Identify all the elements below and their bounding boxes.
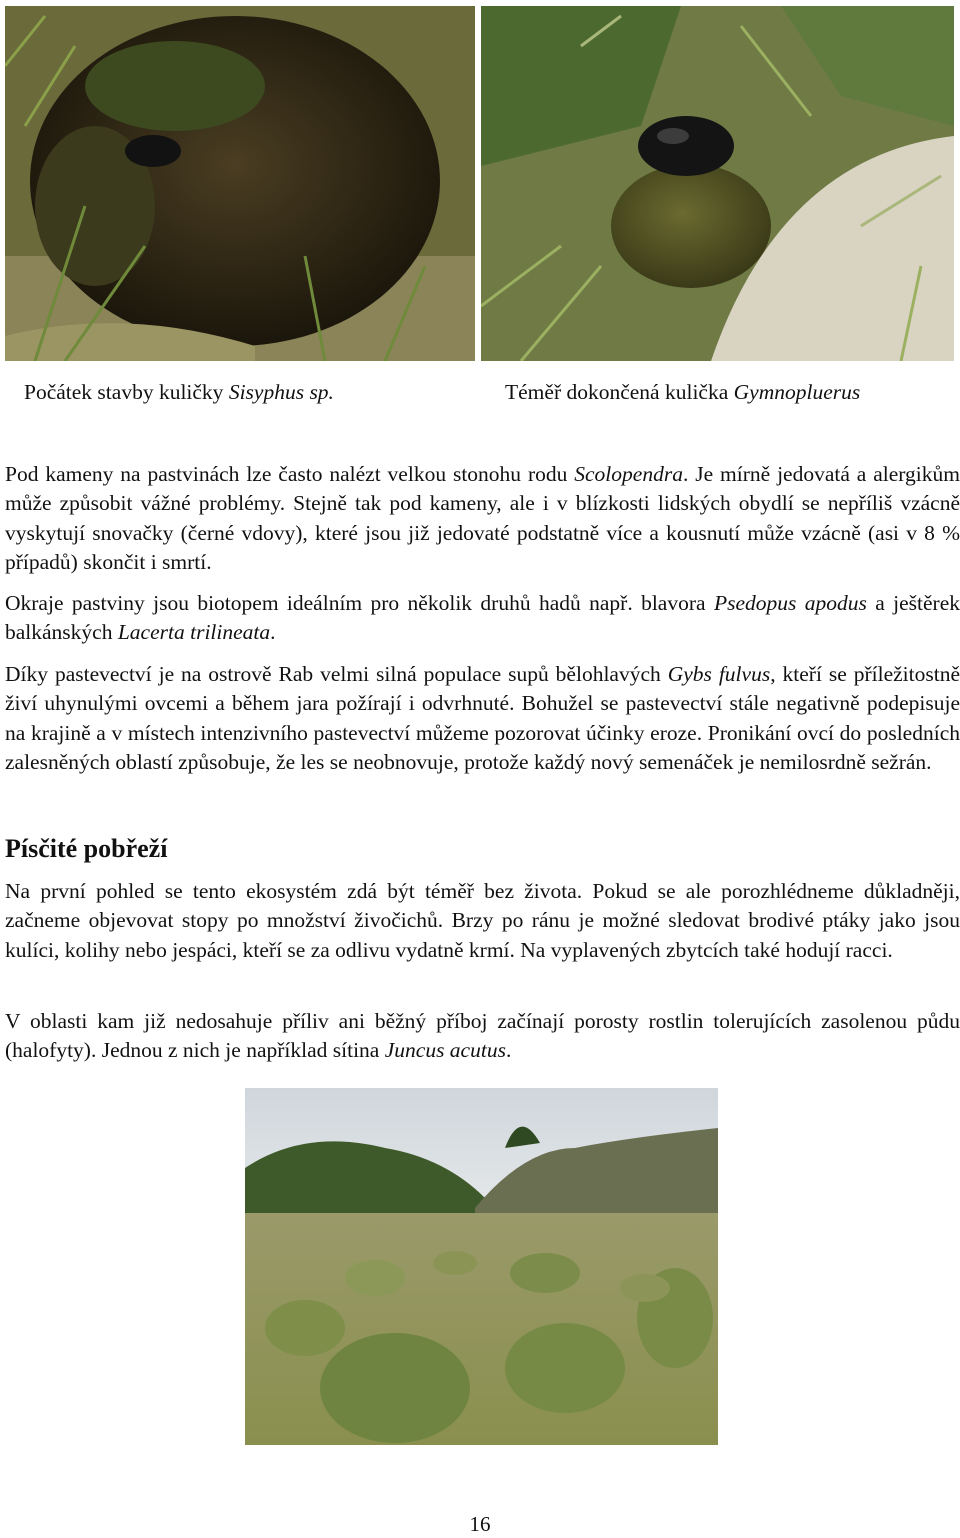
paragraph-scolopendra: [5, 460, 960, 577]
paragraph-text: V oblasti kam již nedosahuje příliv ani běžný příboj začínají porosty rostlin tolerujících zasolenou půdu (halofyty). Jednou z nich je například sítina: [5, 1009, 960, 1063]
species-name: Psedopus apodus: [713, 591, 867, 615]
photo-gymnopluerus-image: [481, 6, 954, 361]
photo-sisyphus-image: [5, 6, 475, 361]
species-name: Gybs fulvus: [667, 662, 771, 686]
paragraph-halophytes: [5, 1007, 960, 1066]
section-heading: Písčité pobřeží: [5, 834, 168, 863]
paragraph-pasture-edges: [5, 589, 960, 648]
caption-left-text: Počátek stavby kuličky: [24, 380, 229, 404]
caption-right: [505, 378, 860, 406]
photo-juncus-landscape: [245, 1088, 718, 1445]
paragraph-vultures: [5, 660, 960, 777]
paragraph-text: Pod kameny na pastvinách lze často nalézt velkou stonohu rodu: [5, 462, 575, 486]
paragraph-text: . Je mírně jedovatá a alergikům může způsobit vážné problémy. Stejně tak pod kameny, ale i v blízkosti lidských obydlí se nepříliš vzácně vyskytují snovačky (černé vdovy), které jsou již jedovaté podstatně více a kousnutí může vzácně (asi v 8 % případů) skončit i smrtí.: [5, 462, 960, 574]
paragraph-text: Díky pastevectví je na ostrově Rab velmi silná populace supů bělohlavých: [5, 662, 668, 686]
caption-left: [24, 378, 334, 406]
paragraph-text: Na první pohled se tento ekosystém zdá být téměř bez života. Pokud se ale porozhlédneme důkladněji, začneme objevovat stopy po množství živočichů. Brzy po ránu je možné sledovat brodivé ptáky jako jsou kulíci, kolihy nebo jespáci, kteří se za odlivu vydatně krmí. Na vyplavených zbytcích také hodují racci.: [5, 879, 960, 962]
caption-right-species: Gymnopluerus: [733, 380, 861, 404]
paragraph-sandy-coast: [5, 877, 960, 965]
caption-right-text: Téměř dokončená kulička: [505, 380, 734, 404]
paragraph-text: a ještěrek balkánských: [5, 591, 960, 645]
page-number: 16: [469, 1512, 491, 1536]
photo-gymnopluerus-dung-ball: [481, 6, 954, 361]
species-name: Lacerta trilineata: [117, 620, 271, 645]
caption-left-species: Sisyphus sp.: [228, 380, 334, 404]
paragraph-text: .: [505, 1038, 512, 1063]
paragraph-text: , kteří se příležitostně živí uhynulými ovcemi a během jara požírají i odvrhnuté. Bohužel se pastevectví stále negativně podepisuje na krajině a v místech intenzivního pastevectví můžeme pozorovat účinky eroze. Pronikání ovcí do posledních zalesněných oblastí způsobuje, že les se neobnovuje, protože každý nový semenáček je nemilosrdně sežrán.: [5, 662, 960, 774]
paragraph-text: Okraje pastviny jsou biotopem ideálním pro několik druhů hadů např. blavora: [5, 591, 714, 615]
paragraph-text: .: [270, 620, 276, 645]
photo-juncus-image: [245, 1088, 718, 1445]
species-name: Scolopendra: [574, 462, 683, 486]
species-name: Juncus acutus: [384, 1038, 506, 1063]
photo-sisyphus-dung-ball: [5, 6, 475, 361]
